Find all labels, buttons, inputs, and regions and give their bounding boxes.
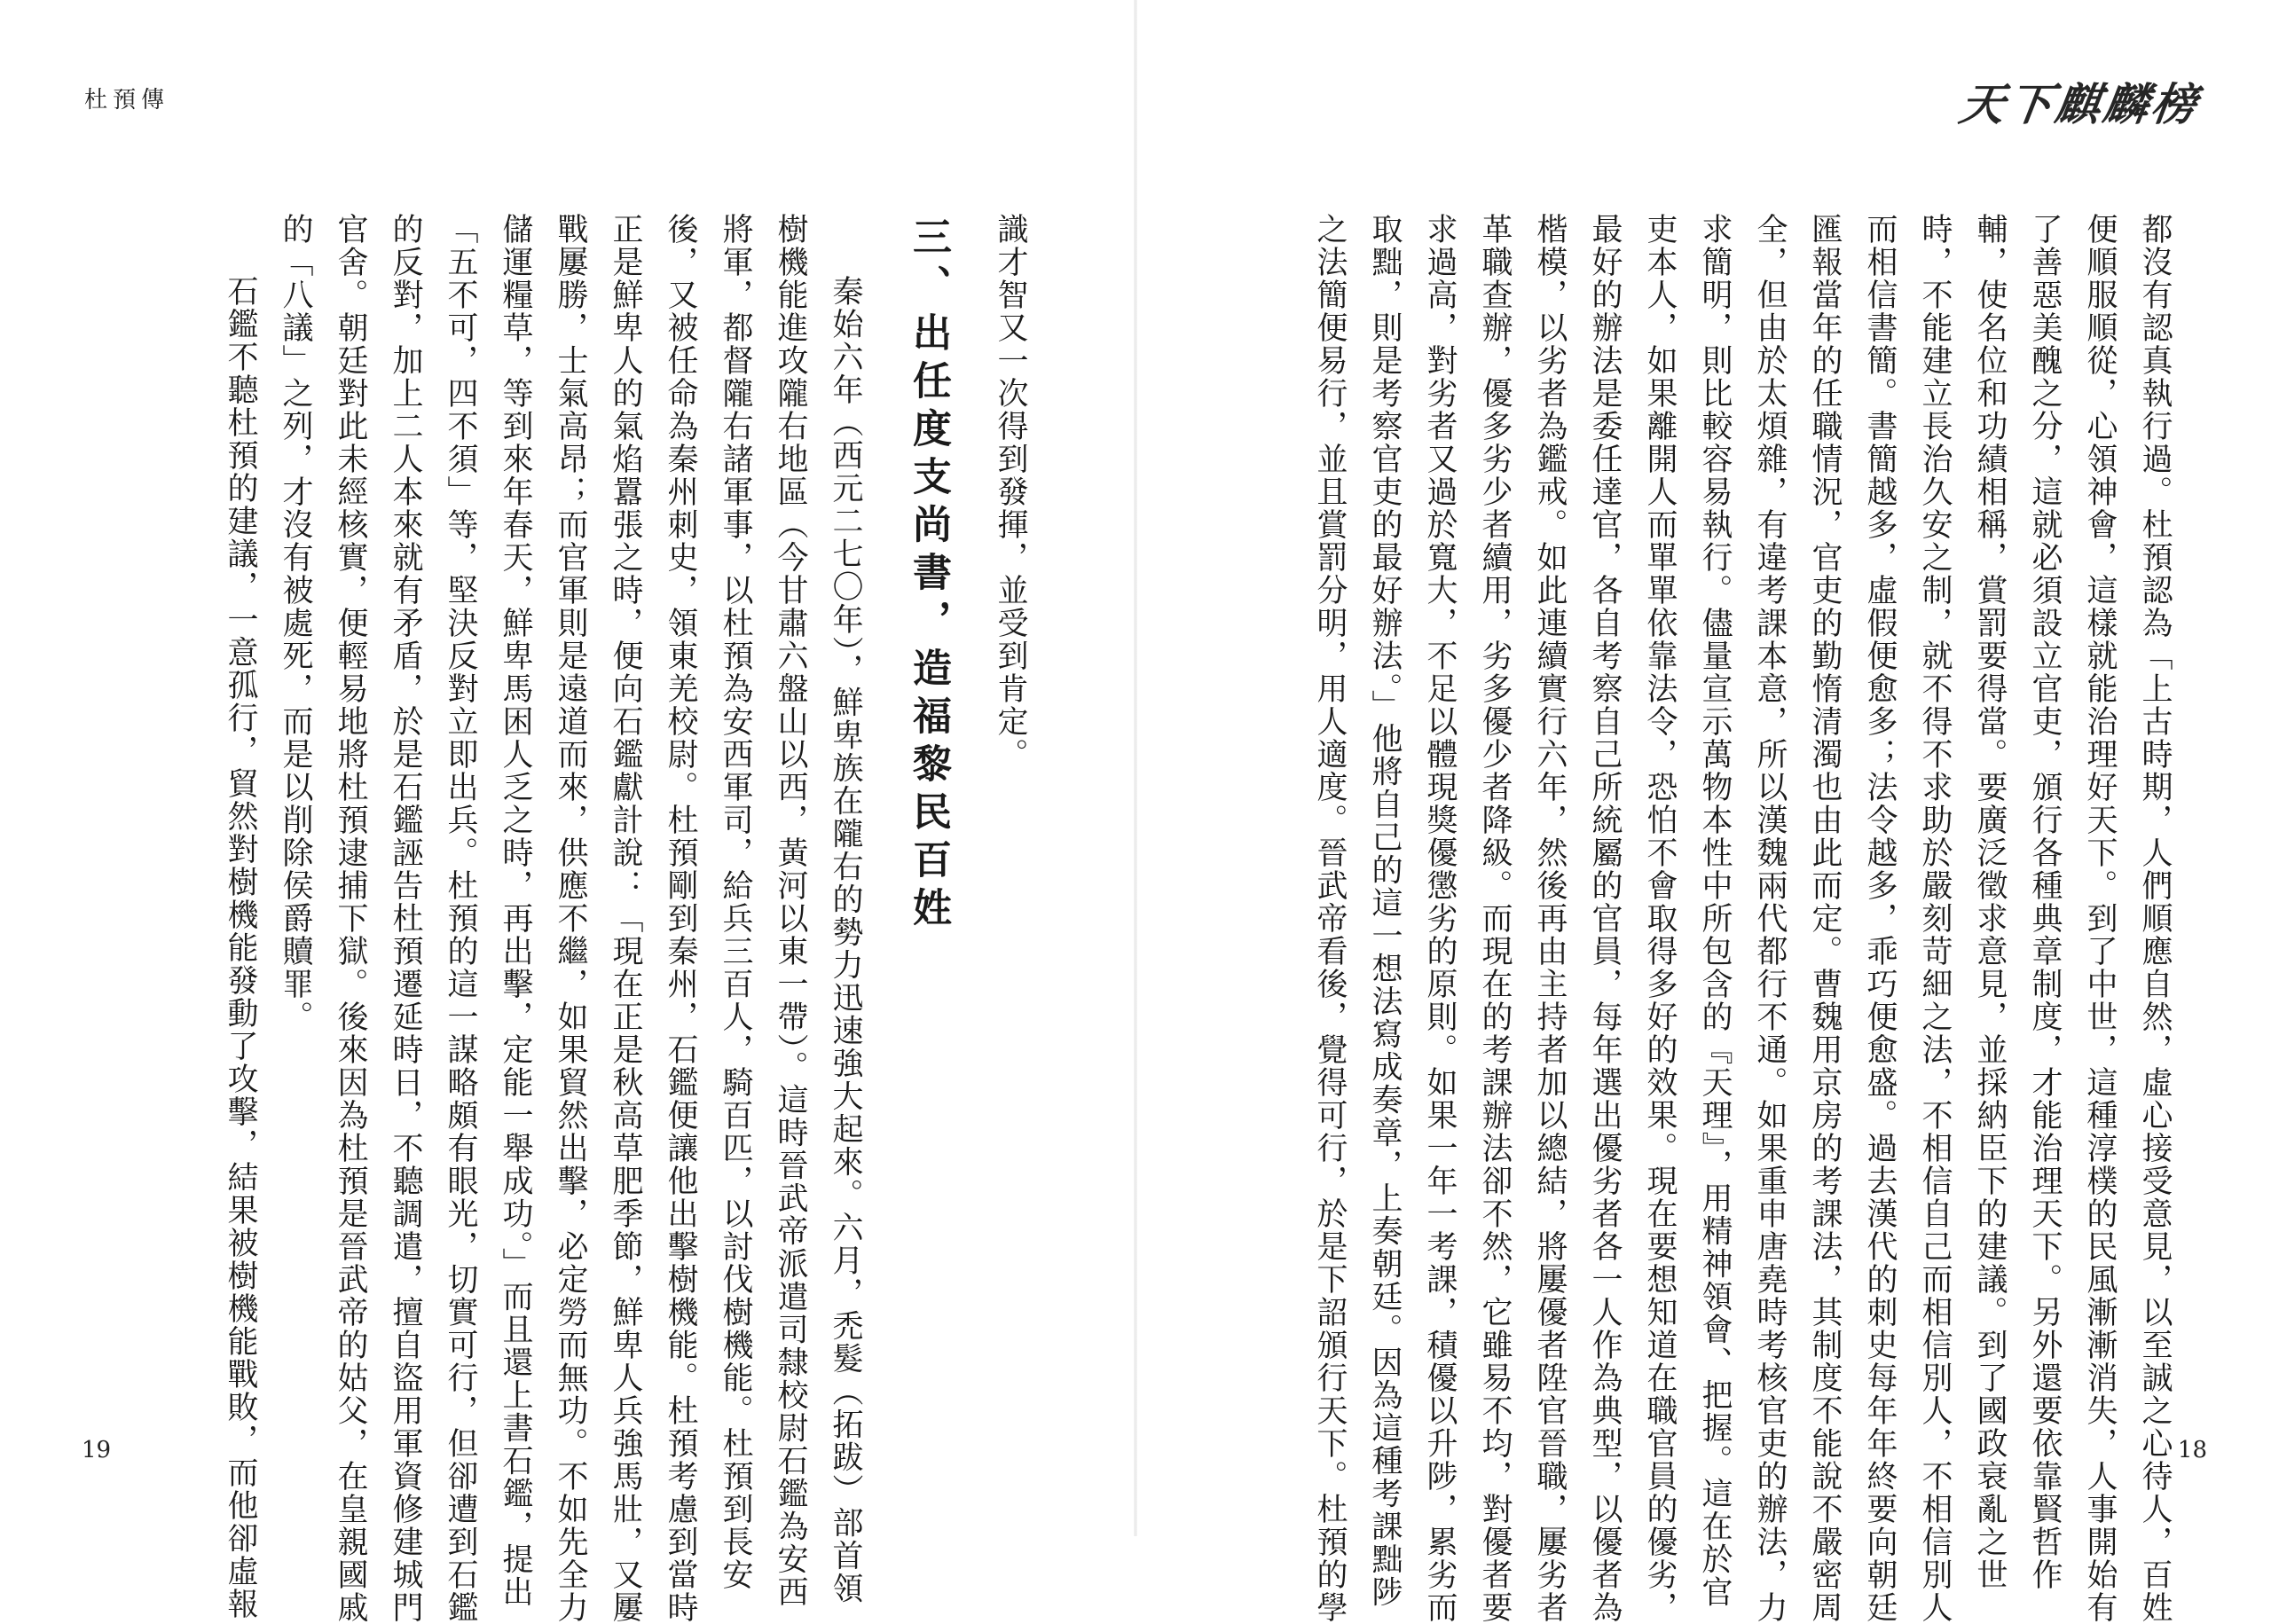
text-column: 「五不可，四不須」等，堅決反對立即出兵。杜預的這一謀略頗有眼光，切實可行，但卻遭到石鑑 — [443, 213, 478, 1624]
text-column: 求過高，對劣者又過於寬大，不足以體現獎優懲劣的原則。如果一年一考課，積優以升陟，累劣而 — [1422, 213, 1458, 1624]
text-column: 官舍。朝廷對此未經核實，便輕易地將杜預逮捕下獄。後來因為杜預是晉武帝的姑父，在皇親國戚 — [333, 213, 368, 1624]
text-column: 秦始六年（西元二七〇年），鮮卑族在隴右的勢力迅速強大起來。六月，禿髮（拓跋）部首領 — [828, 275, 863, 1605]
text-column: 正是鮮卑人的氣焰囂張之時，便向石鑑獻計說：「現在正是秋高草肥季節，鮮卑人兵強馬壯，又屢 — [608, 213, 643, 1624]
text-column: 樹機能進攻隴右地區（今甘肅六盤山以西，黃河以東一帶）。這時晉武帝派遣司隸校尉石鑑為安西 — [773, 213, 808, 1609]
brand-logo: 天下麒麟榜 — [1956, 78, 2204, 130]
text-column: 石鑑不聽杜預的建議，一意孤行，貿然對樹機能發動了攻擊，結果被樹機能戰敗，而他卻虛報 — [223, 275, 258, 1620]
body-text — [1302, 213, 2182, 1624]
running-head: 杜預傳 — [84, 87, 170, 114]
text-column: 儲運糧草，等到來年春天，鮮卑馬困人乏之時，再出擊，定能一舉成功。」而且還上書石鑑，提出 — [498, 213, 533, 1609]
page-number: 19 — [82, 1437, 112, 1463]
text-column: 的反對，加上二人本來就有矛盾，於是石鑑誣告杜預遷延時日，不聽調遣，擅自盜用軍資修建城門 — [388, 213, 423, 1624]
text-column: 求簡明，則比較容易執行。儘量宣示萬物本性中所包含的『天理』，用精神領會、把握。這在於官 — [1697, 213, 1733, 1609]
text-column: 之法簡便易行，並且賞罰分明，用人適度。晉武帝看後，覺得可行，於是下詔頒行天下。杜預的學 — [1312, 213, 1348, 1624]
text-column: 最好的辦法是委任達官，各自考察自己所統屬的官員，每年選出優劣者各一人作為典型，以優者為 — [1587, 213, 1623, 1624]
text-column: 而相信書簡。書簡越多，虛假便愈多；法令越多，乖巧便愈盛。過去漢代的刺史每年年終要向朝廷 — [1862, 213, 1898, 1624]
text-column: 輔，使名位和功績相稱，賞罰要得當。要廣泛徵求意見，並採納臣下的建議。到了國政衰亂之世 — [1972, 213, 2008, 1591]
text-column: 取黜，則是考察官吏的最好辦法。」他將自己的這一想法寫成奏章，上奏朝廷。因為這種考課黜陟 — [1367, 213, 1403, 1609]
text-column: 將軍，都督隴右諸軍事，以杜預為安西軍司，給兵三百人，騎百匹，以討伐樹機能。杜預到長安 — [718, 213, 753, 1591]
text-column: 戰屢勝，士氣高昂；而官軍則是遠道而來，供應不繼，如果貿然出擊，必定勞而無功。不如先全力 — [553, 213, 588, 1624]
text-column: 的「八議」之列，才沒有被處死，而是以削除侯爵贖罪。 — [278, 213, 313, 1033]
text-column: 全，但由於太煩雜，有違考課本意，所以漢魏兩代都行不通。如果重申唐堯時考核官吏的辦法，力 — [1752, 213, 1788, 1624]
section-heading: 三、出任度支尚書，造福黎民百姓 — [906, 216, 951, 935]
text-column: 後，又被任命為秦州刺史，領東羌校尉。杜預剛到秦州，石鑑便讓他出擊樹機能。杜預考慮到當時 — [663, 213, 698, 1624]
body-text — [213, 213, 1038, 1624]
text-column: 匯報當年的任職情況，官吏的勤惰清濁也由此而定。曹魏用京房的考課法，其制度不能說不嚴密周 — [1807, 213, 1843, 1624]
right-page — [1136, 0, 2271, 1624]
text-column: 革職查辦，優多劣少者續用，劣多優少者降級。而現在的考課辦法卻不然，它雖易不均，對優者要 — [1477, 213, 1513, 1624]
text-column: 楷模，以劣者為鑑戒。如此連續實行六年，然後再由主持者加以總結，將屢優者陞官晉職，屢劣者 — [1532, 213, 1568, 1624]
text-column: 了善惡美醜之分，這就必須設立官吏，頒行各種典章制度，才能治理天下。另外還要依靠賢哲作 — [2027, 213, 2063, 1591]
text-column: 識才智又一次得到發揮，並受到肯定。 — [993, 213, 1028, 771]
text-column: 都沒有認真執行過。杜預認為「上古時期，人們順應自然，虛心接受意見，以至誠之心待人，百姓 — [2137, 213, 2173, 1624]
text-column: 吏本人，如果離開人而單單依靠法令，恐怕不會取得多好的效果。現在要想知道在職官員的優劣， — [1642, 213, 1678, 1624]
page-number: 18 — [2177, 1437, 2207, 1463]
text-column: 時，不能建立長治久安之制，就不得不求助於嚴刻苛細之法，不相信自己而相信別人，不相信別人 — [1917, 213, 1953, 1624]
text-column: 便順服順從，心領神會，這樣就能治理好天下。到了中世，這種淳樸的民風漸漸消失，人事開始有 — [2082, 213, 2118, 1624]
